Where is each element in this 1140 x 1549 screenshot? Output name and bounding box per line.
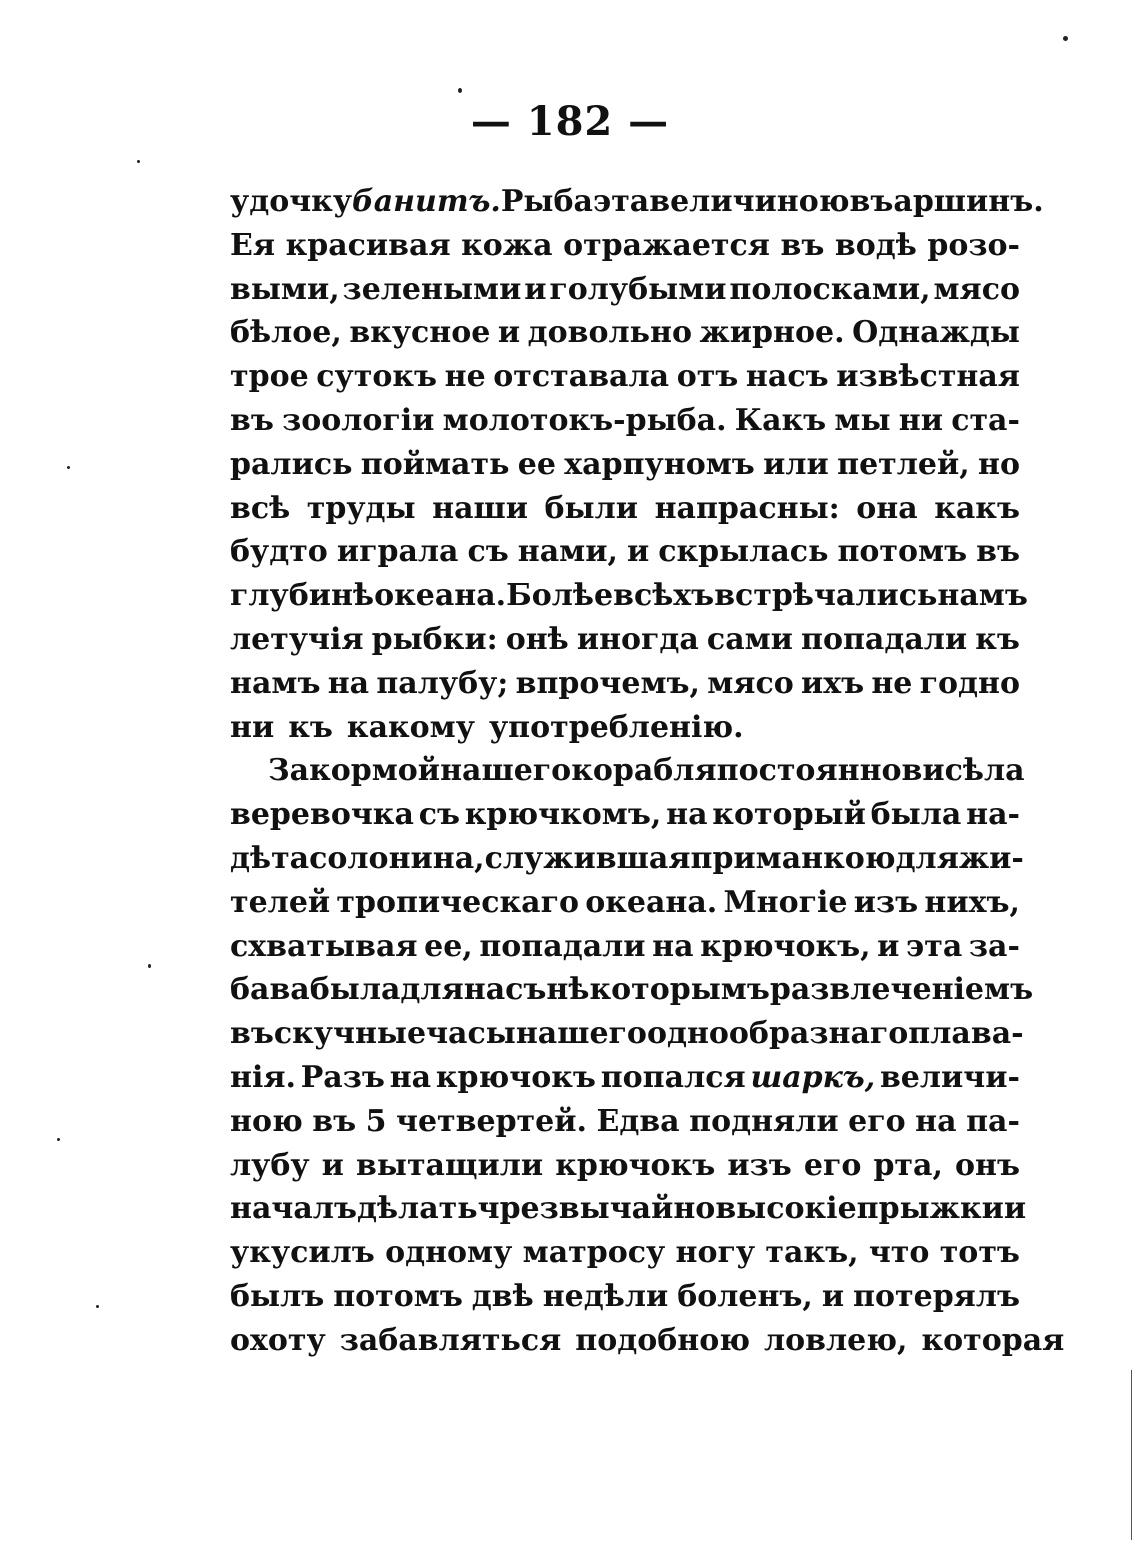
word: крючкомъ,	[464, 797, 662, 833]
word: выми,	[230, 271, 340, 307]
paragraph	[230, 749, 1065, 1362]
word: въ	[230, 402, 274, 438]
paragraph	[230, 180, 1044, 749]
scan-speck	[67, 466, 70, 469]
text-line	[230, 443, 1020, 487]
word: подняли	[689, 1103, 839, 1139]
word: довольно	[527, 315, 692, 351]
word: ловлею,	[764, 1322, 908, 1358]
word: на-	[966, 797, 1020, 833]
word: величи-	[879, 1059, 1020, 1095]
word: къ	[975, 621, 1020, 657]
text-line	[230, 1275, 1020, 1319]
word: океана.	[585, 884, 718, 920]
word: розо-	[927, 227, 1020, 263]
word: крючокъ	[435, 1059, 596, 1095]
word: молотокъ-рыба.	[442, 402, 727, 438]
text-line	[230, 1144, 1020, 1188]
word: дѣлать	[356, 1191, 478, 1227]
word: бѣлое,	[230, 315, 342, 351]
word: какому	[346, 709, 475, 745]
word: онъ	[954, 1147, 1020, 1183]
word: приманкою	[690, 840, 896, 876]
word: часы	[426, 1016, 516, 1052]
word: рта,	[873, 1147, 943, 1183]
word: нашего	[440, 753, 572, 789]
word: тропическаго	[336, 884, 579, 920]
word: величиною	[649, 184, 850, 219]
word: такъ,	[765, 1235, 859, 1271]
word: ни	[898, 402, 943, 438]
word: За	[268, 753, 310, 789]
word: была	[309, 972, 401, 1008]
word: глубинѣ	[230, 578, 375, 614]
word: развлеченіемъ	[769, 972, 1034, 1008]
word: ее	[517, 446, 556, 482]
word: встрѣчались	[714, 578, 938, 614]
word: корабля	[571, 753, 717, 789]
word: въ	[230, 1016, 274, 1052]
word: его	[803, 1147, 862, 1183]
word: изъ	[853, 884, 919, 920]
word: нами,	[517, 534, 618, 570]
word: ее,	[424, 928, 473, 964]
word: четвертей.	[396, 1103, 587, 1139]
word: съ	[418, 797, 460, 833]
text-line	[230, 180, 1044, 224]
word: служившая	[484, 840, 691, 876]
word: поймать	[360, 446, 510, 482]
scan-speck	[96, 1305, 99, 1308]
word: въ	[976, 534, 1020, 570]
word: и	[877, 928, 900, 964]
word: иногда	[576, 621, 699, 657]
word: и	[1003, 1191, 1027, 1227]
word: постоянно	[716, 753, 902, 789]
italic-word: шаркъ,	[750, 1059, 876, 1095]
scan-speck	[1063, 36, 1068, 41]
word: океана.	[374, 578, 507, 614]
word: высокіе	[715, 1191, 857, 1227]
word: къ	[288, 709, 333, 745]
word: Ея	[230, 227, 276, 263]
word: сутокъ	[316, 359, 438, 395]
word: ною	[230, 1103, 303, 1139]
word: эта	[906, 928, 963, 964]
word: прыжки	[856, 1191, 1004, 1227]
word: но	[978, 446, 1020, 482]
word: Какъ	[734, 402, 827, 438]
word: въ	[312, 1103, 357, 1139]
word: не	[871, 665, 913, 701]
word: полосками,	[729, 271, 931, 307]
word: ста-	[951, 402, 1020, 438]
word: водѣ	[834, 227, 917, 263]
word: кожа	[461, 227, 553, 263]
word: зелеными	[342, 271, 522, 307]
word: играла	[336, 534, 459, 570]
word: насъ	[745, 359, 829, 395]
word: скучные	[273, 1016, 427, 1052]
word: ихъ	[800, 665, 865, 701]
word: дѣта	[230, 840, 310, 876]
word: былъ	[230, 1278, 325, 1314]
word: летучія	[230, 621, 364, 657]
word: онѣ	[505, 621, 569, 657]
word: чрезвычайно	[477, 1191, 716, 1227]
word: плава-	[908, 1016, 1024, 1052]
word: подобною	[575, 1322, 750, 1358]
word: какъ	[934, 490, 1020, 526]
word: ни	[230, 709, 275, 745]
word: ногу	[675, 1235, 756, 1271]
word: палубу;	[376, 665, 509, 701]
text-line	[230, 1012, 1024, 1056]
text-line	[230, 1056, 1020, 1100]
word: наши	[432, 490, 529, 526]
word: на	[652, 928, 694, 964]
word: забавляться	[339, 1322, 562, 1358]
word: крючокъ,	[700, 928, 871, 964]
word: насъ	[463, 972, 547, 1008]
word: для	[400, 972, 464, 1008]
word: годно	[919, 665, 1020, 701]
word: вкусное	[349, 315, 491, 351]
word: съ	[467, 534, 509, 570]
word: крючокъ	[555, 1147, 716, 1183]
word: бава	[230, 972, 310, 1008]
text-line	[230, 925, 1020, 969]
word: Многіе	[723, 884, 848, 920]
text-line	[230, 618, 1020, 662]
text-line	[230, 268, 1020, 312]
word: намъ	[937, 578, 1028, 614]
word: зоологіи	[282, 402, 435, 438]
word: извѣстная	[836, 359, 1020, 395]
text-line	[230, 749, 1025, 793]
word: одному	[385, 1235, 513, 1271]
word: не	[444, 359, 486, 395]
scan-speck	[137, 160, 140, 163]
word: попадали	[800, 621, 968, 657]
word: что	[868, 1235, 930, 1271]
word: и	[321, 1147, 344, 1183]
body-text	[230, 180, 1065, 1363]
page-number: — 182 —	[470, 98, 670, 145]
word: на	[327, 665, 370, 701]
word: за-	[968, 928, 1020, 964]
word: на	[389, 1059, 432, 1095]
word: были	[544, 490, 639, 526]
word: боленъ,	[677, 1278, 813, 1314]
text-line	[230, 1187, 1027, 1231]
word: Рыба	[500, 184, 593, 219]
scan-speck	[458, 88, 462, 93]
word: солонина,	[309, 840, 485, 876]
text-line	[230, 1319, 1065, 1363]
word: скрылась	[658, 534, 829, 570]
word: мы	[834, 402, 891, 438]
text-line	[230, 1100, 1020, 1144]
word: и	[497, 315, 521, 351]
word: она	[856, 490, 918, 526]
word: аршинъ.	[893, 184, 1044, 219]
word: всѣхъ	[613, 578, 715, 614]
word: потомъ	[333, 1278, 463, 1314]
text-line	[230, 793, 1020, 837]
word: которая	[921, 1322, 1065, 1358]
text-line	[230, 311, 1020, 355]
text-line	[230, 487, 1020, 531]
word: или	[763, 446, 829, 482]
text-line	[230, 881, 1020, 925]
word: нашего	[515, 1016, 647, 1052]
word: на	[666, 797, 708, 833]
word: для	[895, 840, 959, 876]
word: петлей,	[837, 446, 970, 482]
word: па-	[966, 1103, 1020, 1139]
word: голубыми	[549, 271, 727, 307]
word: 5	[365, 1103, 387, 1139]
word: будто	[230, 534, 328, 570]
scan-edge-line	[1131, 1370, 1132, 1540]
word: потомъ	[837, 534, 968, 570]
word: напрасны:	[654, 490, 840, 526]
word: схватывая	[230, 928, 418, 964]
word: лубу	[230, 1147, 310, 1183]
word: вытащили	[356, 1147, 544, 1183]
text-line	[230, 399, 1020, 443]
word: тотъ	[939, 1235, 1020, 1271]
word: въ	[780, 227, 825, 263]
word: была	[870, 797, 962, 833]
word: Однажды	[852, 315, 1020, 351]
word: двѣ	[471, 1278, 534, 1314]
text-line	[230, 1231, 1020, 1275]
word: отставала	[493, 359, 670, 395]
word: сами	[706, 621, 793, 657]
word: недѣли	[542, 1278, 669, 1314]
word: рались	[230, 446, 353, 482]
word: впрочемъ,	[515, 665, 700, 701]
word: охоту	[230, 1322, 326, 1358]
text-line	[230, 574, 1028, 618]
word: и	[821, 1278, 845, 1314]
word: рыбки:	[371, 621, 498, 657]
word: который	[712, 797, 866, 833]
scan-speck	[57, 1138, 60, 1141]
word: телей	[230, 884, 331, 920]
word: и	[626, 534, 650, 570]
text-line	[230, 224, 1020, 268]
word: и	[524, 271, 547, 307]
word: отражается	[563, 227, 770, 263]
word: намъ	[230, 665, 321, 701]
italic-word: банитъ.	[352, 184, 501, 219]
word: удочку	[230, 184, 353, 219]
text-line	[230, 530, 1020, 574]
word: его	[848, 1103, 906, 1139]
word: попадали	[479, 928, 646, 964]
word: нѣкоторымъ	[546, 972, 770, 1008]
word: красивая	[285, 227, 451, 263]
word: употребленію.	[488, 709, 744, 745]
word: всѣ	[230, 490, 291, 526]
word: труды	[306, 490, 416, 526]
scan-speck	[148, 964, 151, 968]
text-line	[230, 968, 1034, 1012]
word: висѣла	[901, 753, 1025, 789]
word: изъ	[727, 1147, 792, 1183]
word: началъ	[230, 1191, 357, 1227]
word: укусилъ	[230, 1235, 375, 1271]
text-line	[230, 355, 1020, 399]
word: однообразнаго	[646, 1016, 909, 1052]
word: Разъ	[300, 1059, 385, 1095]
word: Болѣе	[506, 578, 614, 614]
text-line	[230, 662, 1020, 706]
text-line	[230, 706, 1020, 750]
word: мясо	[933, 271, 1020, 307]
word: на	[915, 1103, 957, 1139]
word: отъ	[676, 359, 739, 395]
word: въ	[849, 184, 894, 219]
word: нихъ,	[924, 884, 1020, 920]
word: мясо	[707, 665, 794, 701]
word: трое	[230, 359, 309, 395]
word: попался	[600, 1059, 746, 1095]
word: харпуномъ	[564, 446, 755, 482]
word: кормой	[309, 753, 441, 789]
word: Едва	[596, 1103, 680, 1139]
word: жи-	[958, 840, 1024, 876]
word: потерялъ	[853, 1278, 1020, 1314]
word: веревочка	[230, 797, 414, 833]
word: жирное.	[699, 315, 845, 351]
word: матросу	[522, 1235, 666, 1271]
text-line	[230, 837, 1024, 881]
word: нія.	[230, 1059, 296, 1095]
word: эта	[592, 184, 650, 219]
